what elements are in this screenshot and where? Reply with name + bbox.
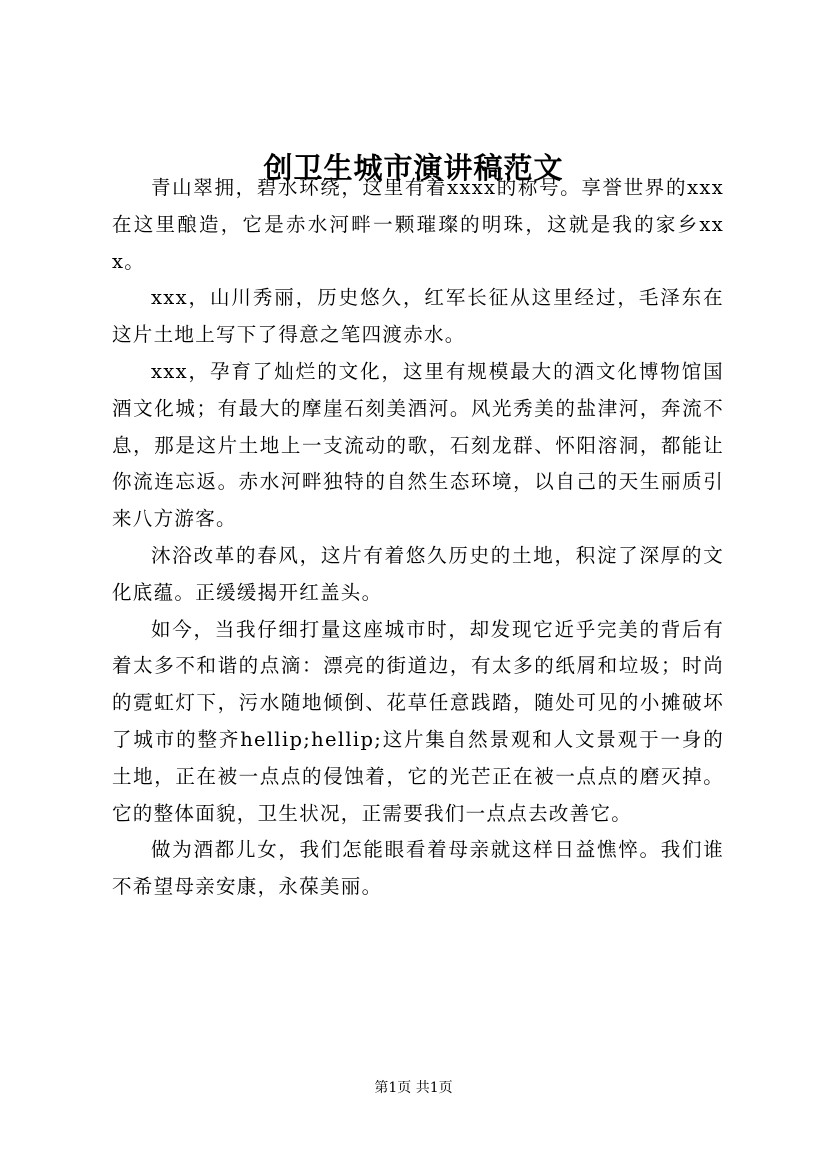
paragraph-6: 做为酒都儿女，我们怎能眼看着母亲就这样日益憔悴。我们谁不希望母亲安康，永葆美丽。: [112, 838, 724, 899]
paragraph-2: xxx，山川秀丽，历史悠久，红军长征从这里经过，毛泽东在这片土地上写下了得意之笔四渡赤水。: [112, 286, 724, 347]
paragraph-3: xxx，孕育了灿烂的文化，这里有规模最大的酒文化博物馆国酒文化城；有最大的摩崖石刻美酒河。风光秀美的盐津河，奔流不息，那是这片土地上一支流动的歌，石刻龙群、怀阳溶洞，都能让你流连忘返。赤水河畔独特的自然生态环境，以自己的天生丽质引来八方游客。: [112, 359, 724, 531]
document-title: 创卫生城市演讲稿范文: [263, 151, 564, 185]
document-body: [112, 170, 724, 906]
paragraph-5: 如今，当我仔细打量这座城市时，却发现它近乎完美的背后有着太多不和谐的点滴：漂亮的街道边，有太多的纸屑和垃圾；时尚的霓虹灯下，污水随地倾倒、花草任意践踏，随处可见的小摊破坏了城市的整齐hellip;hellip;这片集自然景观和人文景观于一身的土地，正在被一点点的侵蚀着，它的光芒正在被一点点的磨灭掉。它的整体面貌，卫生状况，正需要我们一点点去改善它。: [112, 617, 724, 825]
paragraph-4: 沐浴改革的春风，这片有着悠久历史的土地，积淀了深厚的文化底蕴。正缓缓揭开红盖头。: [112, 543, 724, 604]
paragraph-1: 青山翠拥，碧水环绕，这里有着xxxx的称号。享誉世界的xxx在这里酿造，它是赤水河畔一颗璀璨的明珠，这就是我的家乡xxx。: [112, 176, 724, 273]
page-number-footer: 第1页 共1页: [374, 1080, 453, 1096]
